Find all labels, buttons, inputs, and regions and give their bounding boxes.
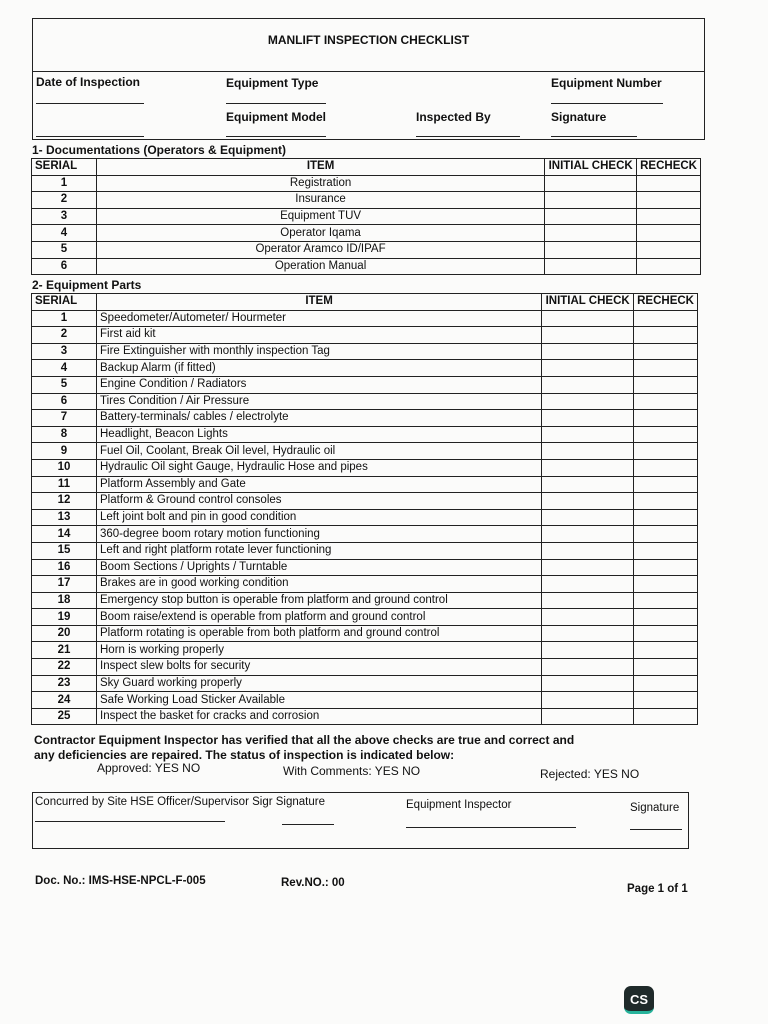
recheck-cell[interactable] [634,625,698,642]
initial-check-cell[interactable] [542,310,634,327]
table-row [32,659,698,676]
hse-signature-field[interactable] [282,824,334,825]
initial-check-cell[interactable] [545,225,637,242]
initial-check-cell[interactable] [542,642,634,659]
initial-check-cell[interactable] [542,708,634,725]
page-number: Page 1 of 1 [627,883,688,895]
recheck-cell[interactable] [634,509,698,526]
row-serial: 17 [32,576,97,593]
row-serial: 19 [32,609,97,626]
footer-signature-field[interactable] [630,829,682,830]
row-item: Battery-terminals/ cables / electrolyte [97,410,542,427]
row-serial: 12 [32,493,97,510]
recheck-cell[interactable] [634,476,698,493]
initial-check-cell[interactable] [542,526,634,543]
row-item: Platform Assembly and Gate [97,476,542,493]
statement-line-1: Contractor Equipment Inspector has verified that all the above checks are true and correct and [34,733,575,747]
row-item: Inspect slew bolts for security [97,659,542,676]
inspected-by-field[interactable] [416,136,520,137]
row-item: Operator Iqama [97,225,545,242]
table-row [32,493,698,510]
initial-check-cell[interactable] [542,692,634,709]
row-serial: 1 [32,175,97,192]
initial-check-cell[interactable] [545,175,637,192]
row-serial: 16 [32,559,97,576]
row-item: Platform & Ground control consoles [97,493,542,510]
recheck-cell[interactable] [634,609,698,626]
initial-check-cell[interactable] [542,559,634,576]
row-item: Fuel Oil, Coolant, Break Oil level, Hydraulic oil [97,443,542,460]
documentations-table [31,158,701,275]
initial-check-cell[interactable] [542,509,634,526]
recheck-cell[interactable] [634,526,698,543]
table-row [32,559,698,576]
recheck-cell[interactable] [634,692,698,709]
row-serial: 15 [32,542,97,559]
row-serial: 2 [32,192,97,209]
initial-check-cell[interactable] [542,443,634,460]
initial-check-cell[interactable] [545,241,637,258]
row-item: Engine Condition / Radiators [97,376,542,393]
recheck-cell[interactable] [634,493,698,510]
recheck-cell[interactable] [634,576,698,593]
table-row [32,576,698,593]
initial-check-cell[interactable] [542,576,634,593]
row-item: Hydraulic Oil sight Gauge, Hydraulic Hose and pipes [97,459,542,476]
col-item: ITEM [97,294,542,311]
table-row [32,241,701,258]
table-row [32,376,698,393]
row-item: Left and right platform rotate lever functioning [97,542,542,559]
recheck-cell[interactable] [634,443,698,460]
initial-check-cell[interactable] [542,410,634,427]
row-item: Brakes are in good working condition [97,576,542,593]
table-row [32,327,698,344]
col-recheck: RECHECK [637,159,701,176]
initial-check-cell[interactable] [545,258,637,275]
recheck-cell[interactable] [634,426,698,443]
initial-check-cell[interactable] [542,609,634,626]
col-serial: SERIAL [32,294,97,311]
initial-check-cell[interactable] [542,360,634,377]
recheck-cell[interactable] [634,542,698,559]
row-serial: 5 [32,376,97,393]
header-divider [32,71,705,72]
table-row [32,360,698,377]
row-serial: 10 [32,459,97,476]
table-row [32,410,698,427]
row-item: Emergency stop button is operable from platform and ground control [97,592,542,609]
recheck-cell[interactable] [634,642,698,659]
recheck-cell[interactable] [634,360,698,377]
recheck-cell[interactable] [637,258,701,275]
recheck-cell[interactable] [637,208,701,225]
revision-number: Rev.NO.: 00 [281,877,345,889]
row-serial: 1 [32,310,97,327]
table-row [32,642,698,659]
table-row [32,625,698,642]
concurred-by-field[interactable] [35,821,225,822]
table-row [32,393,698,410]
recheck-cell[interactable] [634,343,698,360]
section2-title: 2- Equipment Parts [32,278,142,292]
table-row [32,426,698,443]
row-serial: 20 [32,625,97,642]
table-row [32,476,698,493]
row-serial: 6 [32,258,97,275]
statement-line-2: any deficiencies are repaired. The status of inspection is indicated below: [34,748,455,762]
recheck-cell[interactable] [634,376,698,393]
recheck-cell[interactable] [634,559,698,576]
row-serial: 6 [32,393,97,410]
table-header-row [32,159,701,176]
row-item: Tires Condition / Air Pressure [97,393,542,410]
equipment-model-field[interactable] [226,136,326,137]
row-item: Inspect the basket for cracks and corrosion [97,708,542,725]
table-row [32,609,698,626]
blank-field-left[interactable] [36,136,144,137]
recheck-cell[interactable] [634,310,698,327]
table-row [32,192,701,209]
table-row [32,443,698,460]
equipment-number-field[interactable] [551,103,663,104]
initial-check-cell[interactable] [545,192,637,209]
recheck-cell[interactable] [634,675,698,692]
col-recheck: RECHECK [634,294,698,311]
table-row [32,258,701,275]
equipment-model-label: Equipment Model [226,110,326,124]
col-serial: SERIAL [32,159,97,176]
date-of-inspection-label: Date of Inspection [36,75,141,89]
signature-label: Signature [551,110,607,124]
recheck-cell[interactable] [634,410,698,427]
row-serial: 2 [32,327,97,344]
concurred-by-label: Concurred by Site HSE Officer/Supervisor Sigr Signature [35,796,325,808]
row-item: Operation Manual [97,258,545,275]
recheck-cell[interactable] [637,192,701,209]
form-title: MANLIFT INSPECTION CHECKLIST [267,33,470,47]
row-serial: 9 [32,443,97,460]
equipment-inspector-field[interactable] [406,827,576,828]
row-item: First aid kit [97,327,542,344]
row-item: Backup Alarm (if fitted) [97,360,542,377]
initial-check-cell[interactable] [542,426,634,443]
row-item: Sky Guard working properly [97,675,542,692]
row-item: Boom raise/extend is operable from platform and ground control [97,609,542,626]
row-serial: 7 [32,410,97,427]
col-initial-check: INITIAL CHECK [545,159,637,176]
recheck-cell[interactable] [637,225,701,242]
date-of-inspection-field[interactable] [36,103,144,104]
with-comments-options[interactable]: With Comments: YES NO [283,764,421,778]
initial-check-cell[interactable] [542,343,634,360]
row-item: Insurance [97,192,545,209]
table-row [32,692,698,709]
recheck-cell[interactable] [634,327,698,344]
initial-check-cell[interactable] [542,659,634,676]
row-item: Headlight, Beacon Lights [97,426,542,443]
recheck-cell[interactable] [634,708,698,725]
initial-check-cell[interactable] [542,675,634,692]
table-row [32,343,698,360]
table-row [32,225,701,242]
table-row [32,310,698,327]
row-serial: 21 [32,642,97,659]
doc-number: Doc. No.: IMS-HSE-NPCL-F-005 [35,875,206,887]
table-row [32,675,698,692]
table-row [32,708,698,725]
row-item: Left joint bolt and pin in good condition [97,509,542,526]
initial-check-cell[interactable] [542,393,634,410]
equipment-number-label: Equipment Number [551,76,662,90]
row-serial: 22 [32,659,97,676]
row-item: Fire Extinguisher with monthly inspection Tag [97,343,542,360]
table-row [32,459,698,476]
col-initial-check: INITIAL CHECK [542,294,634,311]
row-item: Speedometer/Autometer/ Hourmeter [97,310,542,327]
row-serial: 11 [32,476,97,493]
initial-check-cell[interactable] [542,376,634,393]
row-serial: 24 [32,692,97,709]
row-item: Safe Working Load Sticker Available [97,692,542,709]
col-item: ITEM [97,159,545,176]
table-row [32,542,698,559]
equipment-parts-table [31,293,698,725]
row-item: Operator Aramco ID/IPAF [97,241,545,258]
initial-check-cell[interactable] [545,208,637,225]
recheck-cell[interactable] [634,393,698,410]
recheck-cell[interactable] [634,459,698,476]
initial-check-cell[interactable] [542,542,634,559]
section1-title: 1- Documentations (Operators & Equipment) [32,143,287,157]
initial-check-cell[interactable] [542,476,634,493]
initial-check-cell[interactable] [542,592,634,609]
equipment-type-label: Equipment Type [226,76,319,90]
row-serial: 18 [32,592,97,609]
recheck-cell[interactable] [637,175,701,192]
table-header-row [32,294,698,311]
row-serial: 13 [32,509,97,526]
recheck-cell[interactable] [634,592,698,609]
row-item: 360-degree boom rotary motion functioning [97,526,542,543]
recheck-cell[interactable] [637,241,701,258]
approved-options[interactable]: Approved: YES NO [97,761,201,775]
row-serial: 4 [32,225,97,242]
recheck-cell[interactable] [634,659,698,676]
table-row [32,175,701,192]
row-serial: 5 [32,241,97,258]
equipment-inspector-label: Equipment Inspector [406,799,512,811]
initial-check-cell[interactable] [542,493,634,510]
rejected-options[interactable]: Rejected: YES NO [540,767,640,781]
initial-check-cell[interactable] [542,327,634,344]
row-item: Horn is working properly [97,642,542,659]
initial-check-cell[interactable] [542,625,634,642]
row-item: Equipment TUV [97,208,545,225]
row-serial: 8 [32,426,97,443]
row-serial: 14 [32,526,97,543]
inspected-by-label: Inspected By [416,110,491,124]
camscanner-logo-icon: CS [624,986,654,1014]
row-serial: 4 [32,360,97,377]
table-row [32,509,698,526]
row-serial: 23 [32,675,97,692]
initial-check-cell[interactable] [542,459,634,476]
table-row [32,526,698,543]
row-item: Registration [97,175,545,192]
row-serial: 3 [32,343,97,360]
footer-signature-label: Signature [630,802,680,814]
table-row [32,208,701,225]
table-row [32,592,698,609]
row-item: Boom Sections / Uprights / Turntable [97,559,542,576]
row-serial: 25 [32,708,97,725]
row-serial: 3 [32,208,97,225]
row-item: Platform rotating is operable from both platform and ground control [97,625,542,642]
equipment-type-field[interactable] [226,103,326,104]
signature-field[interactable] [551,136,637,137]
